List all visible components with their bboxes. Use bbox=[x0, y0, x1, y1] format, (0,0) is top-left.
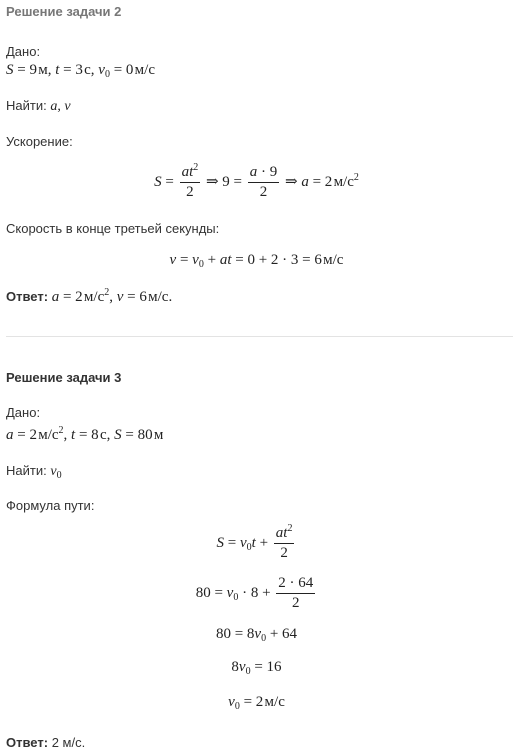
problem2-accel-label: Ускорение: bbox=[6, 134, 73, 149]
problem3-heading: Решение задачи 3 bbox=[6, 370, 122, 385]
problem3-formula-line3: $80 = 8v_0 + 64$ bbox=[215, 626, 298, 644]
problem2-answer-label: Ответ: bbox=[6, 289, 49, 304]
problem2-given-values: S = 9 м, t = 3 с, $v_0 = 0$ м/с bbox=[6, 62, 155, 80]
problem3-given-values: a = 2 $м/с^2$, t = 8 с, S = 80 м bbox=[6, 425, 164, 443]
section-divider bbox=[6, 336, 513, 337]
problem3-formula-line4: $8v_0 = 16$ bbox=[231, 659, 282, 677]
problem2-find-label: Найти: bbox=[6, 98, 47, 113]
problem3-answer-row bbox=[6, 735, 85, 750]
problem2-find-row: Найти: a, v bbox=[6, 98, 71, 114]
problem3-formula-label: Формула пути: bbox=[6, 498, 95, 513]
problem3-formula-line1: $S = v_0t$ + $\frac{at^2}{2}$ bbox=[216, 523, 293, 561]
problem3-answer-text: 2 м/с. bbox=[51, 735, 86, 750]
fraction: $\frac{at^2}{2}$ bbox=[181, 162, 199, 200]
problem3-formula-line2: $80 = v_0 \cdot 8$ + $\frac{2 \cdot 64}{2}$ bbox=[195, 575, 314, 611]
problem2-given-label: Дано: bbox=[6, 44, 41, 59]
problem3-find-label: Найти: bbox=[6, 463, 47, 478]
problem2-answer-row: Ответ: a = 2 $м/с^2$, v = 6 м/с. bbox=[6, 287, 173, 305]
problem2-accel-equation: S = $\frac{at^2}{2}$ ⇒ 9 = $\frac{a \cdot 9}{2}$ ⇒ a = 2 $м/с^2$ bbox=[154, 162, 359, 200]
problem3-answer-label: Ответ: bbox=[6, 735, 49, 750]
fraction: $\frac{2 \cdot 64}{2}$ bbox=[278, 575, 314, 611]
problem3-formula-line5: $v_0 = 2$ м/с bbox=[228, 694, 285, 712]
problem2-speed-label: Скорость в конце третьей секунды: bbox=[6, 221, 220, 236]
problem3-given-label: Дано: bbox=[6, 405, 41, 420]
problem2-heading: Решение задачи 2 bbox=[6, 4, 122, 19]
problem2-speed-equation: $v = v_0$ + at = 0 + 2 · 3 = 6 м/с bbox=[169, 252, 344, 270]
fraction: $\frac{at^2}{2}$ bbox=[275, 523, 293, 561]
problem3-find-row: Найти: $v_0$ bbox=[6, 463, 62, 481]
fraction: $\frac{a \cdot 9}{2}$ bbox=[249, 164, 278, 200]
